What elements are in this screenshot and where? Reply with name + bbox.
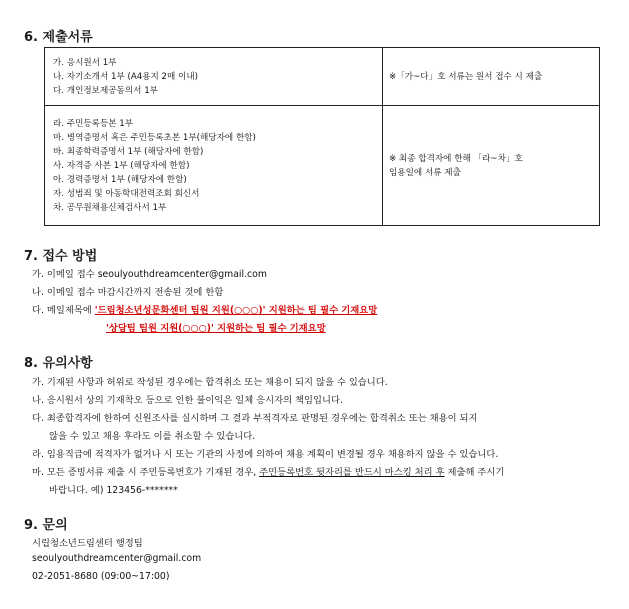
documents-note-final <box>383 106 600 226</box>
notice-ma-masking: 주민등록번호 뒷자리를 반드시 마스킹 처리 후 <box>259 467 445 478</box>
doc-item: 바. 최종학력증명서 1부 (해당자에 한함) <box>53 146 204 157</box>
contact-org: 시립청소년드림센터 행정팀 <box>32 538 143 549</box>
submission-deadline-line: 나. 이메일 접수 마감시간까지 전송된 것에 한함 <box>32 287 224 298</box>
documents-row-application <box>45 48 600 106</box>
notice-ma-a: 마. 모든 증빙서류 제출 시 주민등록번호가 기재된 경우, <box>32 467 260 478</box>
doc-note: 임용일에 서류 제출 <box>389 167 461 178</box>
doc-item: 마. 병역증명서 혹은 주민등록초본 1부(해당자에 한함) <box>53 132 256 143</box>
section-7-title: 7. 접수 방법 <box>24 249 98 264</box>
documents-table <box>44 47 600 226</box>
doc-item: 라. 주민등록등본 1부 <box>53 118 134 129</box>
doc-note: ※「가~다」호 서류는 원서 접수 시 제출 <box>389 71 543 82</box>
notice-line-ga: 가. 기재된 사항과 허위로 작성된 경우에는 합격취소 또는 채용이 되지 않을 수 있습니다. <box>32 377 388 388</box>
doc-item: 사. 자격증 사본 1부 (해당자에 한함) <box>53 160 190 171</box>
documents-note-application <box>383 48 600 106</box>
section-9-title: 9. 문의 <box>24 518 68 533</box>
notice-line-da-cont: 않을 수 있고 채용 후라도 이를 취소할 수 있습니다. <box>49 431 256 442</box>
contact-phone: 02-2051-8680 (09:00~17:00) <box>32 571 170 582</box>
doc-note: ※ 최종 합격자에 한해 「라~차」호 <box>389 153 523 164</box>
documents-row-final <box>45 106 600 226</box>
doc-item: 아. 경력증명서 1부 (해당자에 한함) <box>53 174 187 185</box>
notice-line-na: 나. 응시원서 상의 기재착오 등으로 인한 불이익은 일체 응시자의 책임입니다. <box>32 395 343 406</box>
doc-item: 다. 개인정보제공동의서 1부 <box>53 85 158 96</box>
notice-ma-b: 제출해 주시기 <box>444 467 505 478</box>
subject-prefix: 다. 메일제목에 <box>32 305 95 316</box>
contact-email[interactable]: seoulyouthdreamcenter@gmail.com <box>32 553 202 564</box>
submission-email-line: 가. 이메일 접수 seoulyouthdreamcenter@gmail.com <box>32 269 267 280</box>
notice-line-ma-cont: 바랍니다. 예) 123456-******* <box>49 485 178 496</box>
subject-format-counsel-text: '상담팀 팀원 지원(○○○)' 지원하는 팀 필수 기재요망 <box>106 323 326 334</box>
notice-line-da: 다. 최종합격자에 한하여 신원조사를 실시하며 그 결과 부적격자로 판명된 경우에는 합격취소 또는 채용이 되지 <box>32 413 478 424</box>
notice-line-ma <box>32 464 504 478</box>
doc-item: 가. 응시원서 1부 <box>53 57 117 68</box>
doc-item: 자. 성범죄 및 아동학대전력조회 회신서 <box>53 188 200 199</box>
section-6-title: 6. 제출서류 <box>24 30 93 45</box>
documents-list-application <box>45 48 383 106</box>
doc-item: 차. 공무원채용신체검사서 1부 <box>53 202 167 213</box>
subject-format-counsel <box>106 320 326 334</box>
section-8-title: 8. 유의사항 <box>24 356 93 371</box>
documents-list-final <box>45 106 383 226</box>
notice-line-ra: 라. 임용직급에 적격자가 없거나 시 또는 기관의 사정에 의하여 채용 계획이 변경될 경우 채용하지 않을 수 있습니다. <box>32 449 499 460</box>
submission-subject-line <box>32 302 377 316</box>
subject-format-dream: '드림청소년성문화센터 팀원 지원(○○○)' 지원하는 팀 필수 기재요망 <box>94 305 378 316</box>
doc-item: 나. 자기소개서 1부 (A4용지 2매 이내) <box>53 71 198 82</box>
